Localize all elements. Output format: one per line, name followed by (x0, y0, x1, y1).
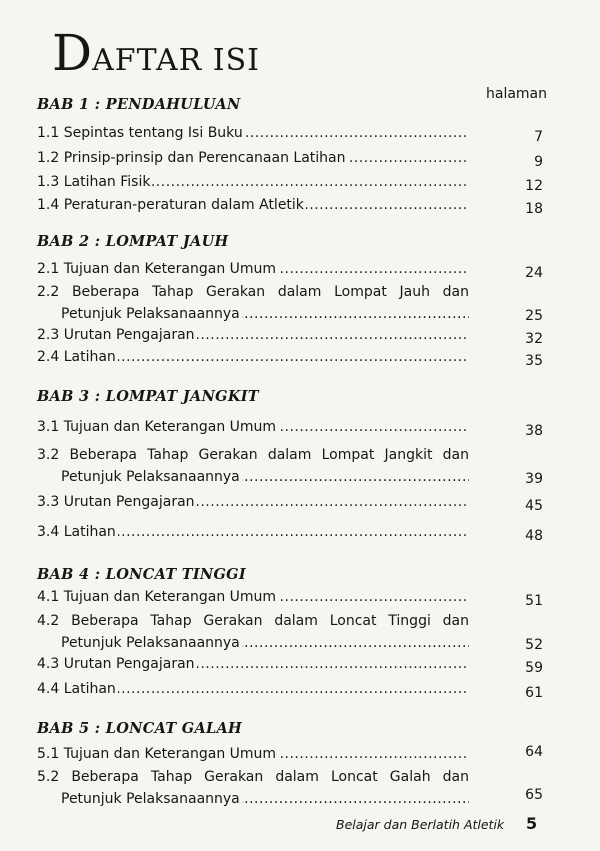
entry-page: 52 (525, 637, 543, 653)
entry-word: Lompat (334, 284, 387, 300)
chapter-heading: BAB 2 : LOMPAT JAUH (37, 233, 229, 250)
toc-entry[interactable] (37, 125, 543, 145)
entry-title: 4.1 Tujuan dan Keterangan Umum (37, 589, 277, 605)
entry-title: 2.3 Urutan Pengajaran (37, 327, 195, 343)
entry-word: Tahap (150, 769, 193, 785)
entry-page: 12 (525, 178, 543, 194)
toc-entry[interactable] (37, 174, 543, 194)
entry-word: dan (442, 769, 469, 785)
entry-word: Loncat (329, 613, 377, 629)
chapter-heading: BAB 1 : PENDAHULUAN (37, 96, 241, 113)
entry-title: 3.4 Latihan (37, 524, 116, 540)
title-initial: D (52, 24, 93, 82)
toc-entry[interactable] (37, 681, 543, 701)
entry-word: dalam (267, 447, 312, 463)
page-column-header: halaman (486, 86, 548, 102)
entry-title: 5.1 Tujuan dan Keterangan Umum (37, 746, 277, 762)
toc-entry[interactable] (37, 419, 543, 439)
entry-title: 1.2 Prinsip-prinsip dan Perencanaan Latihan (37, 150, 346, 166)
entry-word: 4.2 (37, 613, 60, 629)
entry-word: Tinggi (388, 613, 431, 629)
entry-word: Lompat (321, 447, 375, 463)
entry-word: Gerakan (206, 284, 266, 300)
chapter-heading: BAB 4 : LONCAT TINGGI (37, 566, 246, 583)
entry-page: 18 (525, 201, 543, 217)
entry-word: Beberapa (69, 447, 137, 463)
entry-page: 51 (525, 593, 543, 609)
entry-word: dalam (277, 284, 322, 300)
chapter-heading: BAB 5 : LONCAT GALAH (37, 720, 243, 737)
toc-entry[interactable] (37, 447, 543, 491)
entry-word: Gerakan (198, 447, 258, 463)
entry-title: 1.1 Sepintas tentang Isi Buku (37, 125, 243, 141)
entry-page: 48 (525, 528, 543, 544)
entry-word: Galah (389, 769, 431, 785)
entry-title-line1 (37, 613, 469, 629)
entry-word: Jauh (399, 284, 430, 300)
footer-book-title: Belajar dan Berlatih Atletik (336, 817, 505, 832)
entry-title: 1.3 Latihan Fisik (37, 174, 151, 190)
entry-title-line1 (37, 284, 469, 300)
entry-title: 3.1 Tujuan dan Keterangan Umum (37, 419, 277, 435)
entry-page: 65 (525, 787, 543, 803)
page-title (52, 24, 260, 82)
entry-word: Tahap (152, 284, 194, 300)
entry-word: Gerakan (203, 613, 263, 629)
entry-title: 1.4 Peraturan-peraturan dalam Atletik (37, 197, 304, 213)
chapter-heading: BAB 3 : LOMPAT JANGKIT (37, 388, 259, 405)
entry-word: 3.2 (37, 447, 60, 463)
entry-word: Beberapa (71, 284, 140, 300)
entry-word: Jangkit (384, 447, 433, 463)
entry-word: dan (442, 284, 469, 300)
toc-entry[interactable] (37, 656, 543, 676)
entry-word: 2.2 (37, 284, 60, 300)
entry-word: Loncat (330, 769, 378, 785)
footer-page-number: 5 (526, 814, 538, 833)
entry-title: 2.1 Tujuan dan Keterangan Umum (37, 261, 277, 277)
toc-entry[interactable] (37, 589, 543, 609)
toc-entry[interactable] (37, 524, 543, 544)
toc-entry[interactable] (37, 327, 543, 347)
toc-entry[interactable] (37, 284, 543, 328)
entry-page: 7 (534, 129, 543, 145)
entry-word: 5.2 (37, 769, 60, 785)
entry-word: Tahap (147, 447, 189, 463)
entry-title-line2: Petunjuk Pelaksanaannya (61, 791, 240, 807)
toc-entry[interactable] (37, 197, 543, 217)
entry-word: dalam (274, 613, 318, 629)
toc-entry[interactable] (37, 494, 543, 514)
entry-word: dan (442, 613, 469, 629)
entry-title: 4.3 Urutan Pengajaran (37, 656, 195, 672)
entry-word: Tahap (150, 613, 192, 629)
entry-page: 9 (534, 154, 543, 170)
entry-page: 38 (525, 423, 543, 439)
entry-word: Beberapa (71, 769, 139, 785)
entry-title: 2.4 Latihan (37, 349, 116, 365)
entry-title: 4.4 Latihan (37, 681, 116, 697)
entry-page: 25 (525, 308, 543, 324)
entry-page: 39 (525, 471, 543, 487)
entry-page: 61 (525, 685, 543, 701)
toc-entry[interactable] (37, 349, 543, 369)
toc-entry[interactable] (37, 261, 543, 281)
toc-entry[interactable] (37, 150, 543, 170)
entry-title-line1 (37, 769, 469, 785)
entry-page: 35 (525, 353, 543, 369)
entry-word: dan (442, 447, 469, 463)
toc-entry[interactable] (37, 613, 543, 657)
entry-word: dalam (275, 769, 319, 785)
entry-word: Beberapa (71, 613, 139, 629)
entry-page: 45 (525, 498, 543, 514)
title-rest: AFTAR ISI (92, 43, 260, 78)
entry-title-line2: Petunjuk Pelaksanaannya (61, 306, 240, 322)
entry-title-line1 (37, 447, 469, 463)
entry-title: 3.3 Urutan Pengajaran (37, 494, 195, 510)
entry-title-line2: Petunjuk Pelaksanaannya (61, 469, 240, 485)
toc-entry[interactable] (37, 769, 543, 813)
entry-title-line2: Petunjuk Pelaksanaannya (61, 635, 240, 651)
toc-entry[interactable] (37, 744, 543, 766)
entry-word: Gerakan (204, 769, 264, 785)
entry-page: 24 (525, 265, 543, 281)
entry-page: 32 (525, 331, 543, 347)
entry-page: 64 (525, 744, 543, 760)
entry-page: 59 (525, 660, 543, 676)
